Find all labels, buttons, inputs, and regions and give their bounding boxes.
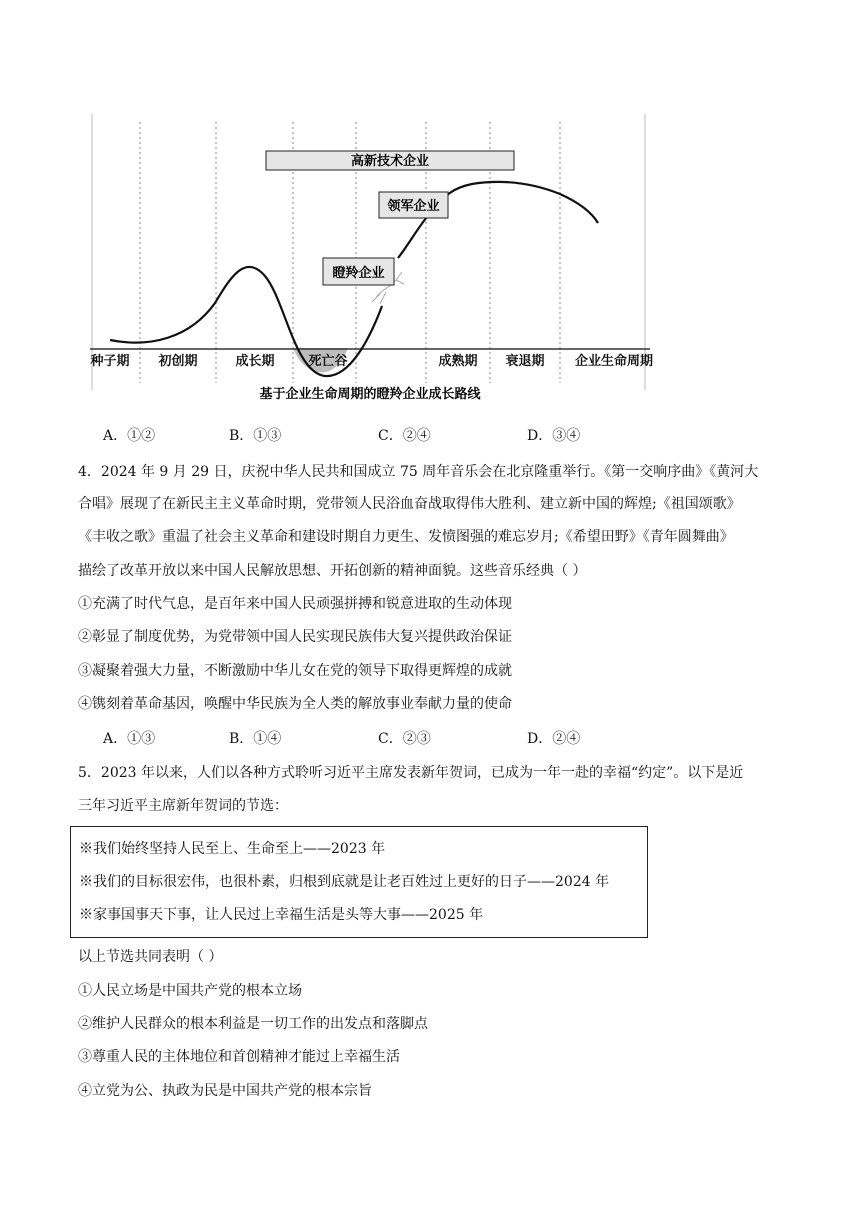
q5-statement-3: ③尊重人民的主体地位和首创精神才能过上幸福生活: [78, 1049, 400, 1065]
figure-caption: 基于企业生命周期的瞪羚企业成长路线: [259, 387, 481, 402]
stage-death-valley: 死亡谷: [308, 354, 348, 369]
gazelle-label: 瞪羚企业: [332, 266, 385, 281]
q4-stem-line1: 4．2024 年 9 月 29 日，庆祝中华人民共和国成立 75 周年音乐会在北京隆重举行。《第一交响序曲》《黄河大: [78, 464, 759, 480]
q4-statement-1: ①充满了时代气息，是百年来中国人民顽强拼搏和锐意进取的生动体现: [78, 596, 512, 612]
q5-stem-line1: 5．2023 年以来，人们以各种方式聆听习近平主席发表新年贺词，已成为一年一赴的幸福“约定”。以下是近: [78, 765, 744, 781]
q3-option-d: D．③④: [527, 428, 581, 444]
stage-growth: 成长期: [235, 354, 275, 369]
quote-2023: ※我们始终坚持人民至上、生命至上——2023 年: [79, 841, 386, 857]
q5-stem-line2: 三年习近平主席新年贺词的节选：: [78, 798, 288, 814]
stage-seed: 种子期: [90, 354, 130, 369]
quote-2025: ※家事国事天下事，让人民过上幸福生活是头等大事——2025 年: [79, 907, 484, 923]
quote-box: [70, 826, 648, 938]
q4-option-d: D．②④: [527, 731, 581, 747]
q4-option-a: A．①③: [103, 731, 156, 747]
lifecycle-figure: [80, 108, 660, 408]
q4-stem-line4: 描绘了改革开放以来中国人民解放思想、开拓创新的精神面貌。这些音乐经典（ ）: [78, 563, 587, 579]
quote-2024: ※我们的目标很宏伟，也很朴素，归根到底就是让老百姓过上更好的日子——2024 年: [79, 874, 610, 890]
q5-statement-1: ①人民立场是中国共产党的根本立场: [78, 983, 302, 999]
q3-option-a: A．①②: [103, 428, 156, 444]
q4-option-b: B．①④: [229, 731, 282, 747]
q5-statement-2: ②维护人民群众的根本利益是一切工作的出发点和落脚点: [78, 1016, 428, 1032]
q4-statement-4: ④镌刻着革命基因，唤醒中华民族为全人类的解放事业奉献力量的使命: [78, 696, 512, 712]
q3-option-b: B．①③: [229, 428, 282, 444]
q4-stem-line2: 合唱》展现了在新民主主义革命时期，党带领人民浴血奋战取得伟大胜利、建立新中国的辉煌;《祖国颂歌》: [78, 496, 741, 512]
stage-startup: 初创期: [158, 354, 198, 369]
q4-statement-2: ②彰显了制度优势，为党带领中国人民实现民族伟大复兴提供政治保证: [78, 629, 512, 645]
q3-option-c: C．②④: [378, 428, 431, 444]
leader-label: 领军企业: [387, 199, 440, 214]
stage-mature: 成熟期: [438, 354, 478, 369]
q4-option-c: C．②③: [378, 731, 431, 747]
q4-statement-3: ③凝聚着强大力量，不断激励中华儿女在党的领导下取得更辉煌的成就: [78, 663, 512, 679]
q5-question: 以上节选共同表明（ ）: [78, 949, 223, 965]
q5-statement-4: ④立党为公、执政为民是中国共产党的根本宗旨: [78, 1083, 372, 1099]
stage-lifecycle: 企业生命周期: [574, 354, 654, 369]
banner-label: 高新技术企业: [350, 154, 430, 169]
stage-decline: 衰退期: [505, 354, 545, 369]
q4-stem-line3: 《丰收之歌》重温了社会主义革命和建设时期自力更生、发愤图强的难忘岁月;《希望田野》《青年圆舞曲》: [78, 529, 734, 545]
